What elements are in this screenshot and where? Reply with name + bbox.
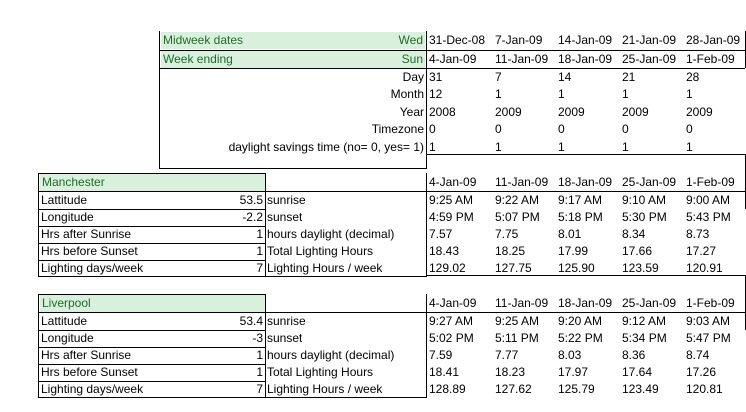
param-value: 53.5 xyxy=(239,193,263,207)
param-value: 1 xyxy=(256,244,263,258)
metric-value: 8.36 xyxy=(622,348,646,362)
metric-value: 9:00 AM xyxy=(686,193,731,207)
day-value: 7 xyxy=(495,70,502,84)
city-date: 1-Feb-09 xyxy=(686,175,735,189)
grid-line xyxy=(38,294,39,398)
city-date: 11-Jan-09 xyxy=(495,175,549,189)
metric-value: 125.79 xyxy=(558,382,595,396)
metric-value: 5:47 PM xyxy=(686,331,731,345)
metric-value: 127.75 xyxy=(495,261,532,275)
weekending-date-2: 11-Jan-09 xyxy=(495,52,549,66)
grid-line xyxy=(265,173,266,277)
metric-value: 9:20 AM xyxy=(558,314,603,328)
metric-value: 18.25 xyxy=(495,244,526,258)
year-value: 2008 xyxy=(429,105,456,119)
month-value: 1 xyxy=(686,87,693,101)
grid-line xyxy=(426,173,427,277)
metric-value: 125.90 xyxy=(558,261,595,275)
grid-line xyxy=(159,168,427,169)
metric-value: 18.41 xyxy=(429,365,460,379)
grid-line xyxy=(38,260,266,261)
month-value: 1 xyxy=(558,87,565,101)
grid-line xyxy=(38,276,427,277)
year-value: 2009 xyxy=(622,105,649,119)
grid-line xyxy=(265,294,266,398)
day-label: Day xyxy=(402,70,424,84)
weekending-date-5: 1-Feb-09 xyxy=(686,52,735,66)
metric-value: 7.75 xyxy=(495,227,519,241)
metric-label: Total Lighting Hours xyxy=(267,365,374,379)
dst-value: 1 xyxy=(429,140,436,154)
dst-value: 1 xyxy=(622,140,629,154)
city-date: 4-Jan-09 xyxy=(429,175,477,189)
metric-value: 8.03 xyxy=(558,348,582,362)
metric-label: sunrise xyxy=(267,193,306,207)
param-value: 1 xyxy=(256,227,263,241)
metric-value: 128.89 xyxy=(429,382,466,396)
midweek-day-label: Wed xyxy=(361,32,425,49)
grid-line xyxy=(38,364,266,365)
grid-line xyxy=(426,275,745,276)
param-label: Hrs after Sunrise xyxy=(41,348,132,362)
metric-value: 5:34 PM xyxy=(622,331,667,345)
param-label: Lattitude xyxy=(41,193,88,207)
metric-value: 7.57 xyxy=(429,227,453,241)
param-label: Hrs before Sunset xyxy=(41,244,138,258)
metric-value: 17.97 xyxy=(558,365,589,379)
month-value: 1 xyxy=(622,87,629,101)
day-value: 31 xyxy=(429,70,443,84)
metric-value: 5:11 PM xyxy=(495,331,539,345)
weekending-date-4: 25-Jan-09 xyxy=(622,52,677,66)
param-label: Longitude xyxy=(41,331,94,345)
metric-label: sunrise xyxy=(267,314,306,328)
param-value: -3 xyxy=(252,331,263,345)
metric-value: 9:27 AM xyxy=(429,314,474,328)
midweek-date-4: 21-Jan-09 xyxy=(622,33,677,47)
city-date: 18-Jan-09 xyxy=(558,175,613,189)
grid-line xyxy=(38,243,266,244)
metric-value: 5:07 PM xyxy=(495,210,540,224)
dst-value: 1 xyxy=(495,140,502,154)
param-label: Longitude xyxy=(41,210,94,224)
month-value: 1 xyxy=(495,87,502,101)
metric-value: 120.81 xyxy=(686,382,723,396)
param-value: 7 xyxy=(256,382,263,396)
day-value: 14 xyxy=(558,70,572,84)
metric-label: Total Lighting Hours xyxy=(267,244,374,258)
param-label: Lighting days/week xyxy=(41,261,144,275)
metric-value: 7.77 xyxy=(495,348,519,362)
metric-value: 9:12 AM xyxy=(622,314,667,328)
year-value: 2009 xyxy=(558,105,585,119)
metric-value: 8.01 xyxy=(558,227,582,241)
grid-line xyxy=(38,294,266,295)
metric-value: 5:30 PM xyxy=(622,210,667,224)
grid-line xyxy=(426,154,745,155)
timezone-value: 0 xyxy=(622,122,629,136)
timezone-value: 0 xyxy=(429,122,436,136)
timezone-value: 0 xyxy=(495,122,502,136)
dst-label: daylight savings time (no= 0, yes= 1) xyxy=(228,140,424,154)
dst-value: 1 xyxy=(686,140,693,154)
param-label: Lattitude xyxy=(41,314,88,328)
timezone-value: 0 xyxy=(558,122,565,136)
grid-line xyxy=(38,312,745,313)
city-date: 25-Jan-09 xyxy=(622,296,677,310)
metric-value: 8.73 xyxy=(686,227,710,241)
param-label: Lighting days/week xyxy=(41,382,144,396)
metric-value: 17.26 xyxy=(686,365,717,379)
metric-label: hours daylight (decimal) xyxy=(267,348,395,362)
metric-value: 17.99 xyxy=(558,244,589,258)
grid-line xyxy=(426,294,427,398)
city-name: Manchester xyxy=(40,174,265,191)
dst-value: 1 xyxy=(558,140,565,154)
day-value: 21 xyxy=(622,70,636,84)
metric-value: 9:10 AM xyxy=(622,193,667,207)
metric-value: 8.74 xyxy=(686,348,710,362)
metric-value: 5:22 PM xyxy=(558,331,603,345)
param-value: 53.4 xyxy=(239,314,263,328)
midweek-dates-label: Midweek dates xyxy=(161,32,363,49)
timezone-value: 0 xyxy=(686,122,693,136)
metric-value: 17.66 xyxy=(622,244,653,258)
grid-line xyxy=(38,397,427,398)
param-value: 7 xyxy=(256,261,263,275)
week-ending-day-label: Sun xyxy=(361,51,425,68)
grid-line xyxy=(159,31,160,168)
grid-line xyxy=(38,209,266,210)
metric-label: sunset xyxy=(267,331,303,345)
weekending-date-1: 4-Jan-09 xyxy=(429,52,477,66)
year-label: Year xyxy=(399,105,424,119)
midweek-date-1: 31-Dec-08 xyxy=(429,33,486,47)
midweek-date-3: 14-Jan-09 xyxy=(558,33,613,47)
grid-line xyxy=(38,347,266,348)
week-ending-label: Week ending xyxy=(161,51,363,68)
metric-value: 8.34 xyxy=(622,227,646,241)
metric-value: 129.02 xyxy=(429,261,466,275)
param-label: Hrs after Sunrise xyxy=(41,227,132,241)
timezone-label: Timezone xyxy=(371,122,424,136)
city-date: 4-Jan-09 xyxy=(429,296,477,310)
grid-line xyxy=(38,381,266,382)
param-value: 1 xyxy=(256,365,263,379)
param-value: 1 xyxy=(256,348,263,362)
metric-value: 18.43 xyxy=(429,244,460,258)
year-value: 2009 xyxy=(686,105,713,119)
grid-line xyxy=(426,31,427,168)
grid-line xyxy=(38,173,266,174)
metric-value: 127.62 xyxy=(495,382,532,396)
metric-value: 5:18 PM xyxy=(558,210,603,224)
metric-value: 123.59 xyxy=(622,261,659,275)
metric-value: 5:43 PM xyxy=(686,210,731,224)
city-date: 1-Feb-09 xyxy=(686,296,735,310)
midweek-date-2: 7-Jan-09 xyxy=(495,33,543,47)
city-name: Liverpool xyxy=(40,295,265,312)
grid-line xyxy=(38,173,39,277)
metric-label: hours daylight (decimal) xyxy=(267,227,395,241)
metric-value: 9:25 AM xyxy=(429,193,474,207)
param-value: -2.2 xyxy=(242,210,263,224)
city-date: 18-Jan-09 xyxy=(558,296,613,310)
metric-value: 5:02 PM xyxy=(429,331,474,345)
weekending-date-3: 18-Jan-09 xyxy=(558,52,613,66)
grid-line xyxy=(159,68,745,69)
grid-line xyxy=(38,330,266,331)
grid-line xyxy=(159,50,745,51)
metric-label: sunset xyxy=(267,210,303,224)
metric-value: 4:59 PM xyxy=(429,210,474,224)
grid-line xyxy=(38,226,266,227)
metric-value: 9:25 AM xyxy=(495,314,540,328)
city-date: 25-Jan-09 xyxy=(622,175,677,189)
year-value: 2009 xyxy=(495,105,522,119)
month-value: 12 xyxy=(429,87,443,101)
metric-value: 17.27 xyxy=(686,244,717,258)
param-label: Hrs before Sunset xyxy=(41,365,138,379)
month-label: Month xyxy=(390,87,424,101)
metric-value: 120.91 xyxy=(686,261,723,275)
metric-value: 123.49 xyxy=(622,382,659,396)
city-date: 11-Jan-09 xyxy=(495,296,549,310)
metric-value: 17.64 xyxy=(622,365,653,379)
metric-value: 9:03 AM xyxy=(686,314,731,328)
metric-value: 18.23 xyxy=(495,365,526,379)
metric-value: 9:22 AM xyxy=(495,193,540,207)
grid-line xyxy=(38,191,745,192)
day-value: 28 xyxy=(686,70,700,84)
metric-label: Lighting Hours / week xyxy=(267,382,383,396)
midweek-date-5: 28-Jan-09 xyxy=(686,33,741,47)
metric-label: Lighting Hours / week xyxy=(267,261,383,275)
metric-value: 7.59 xyxy=(429,348,453,362)
metric-value: 9:17 AM xyxy=(558,193,603,207)
